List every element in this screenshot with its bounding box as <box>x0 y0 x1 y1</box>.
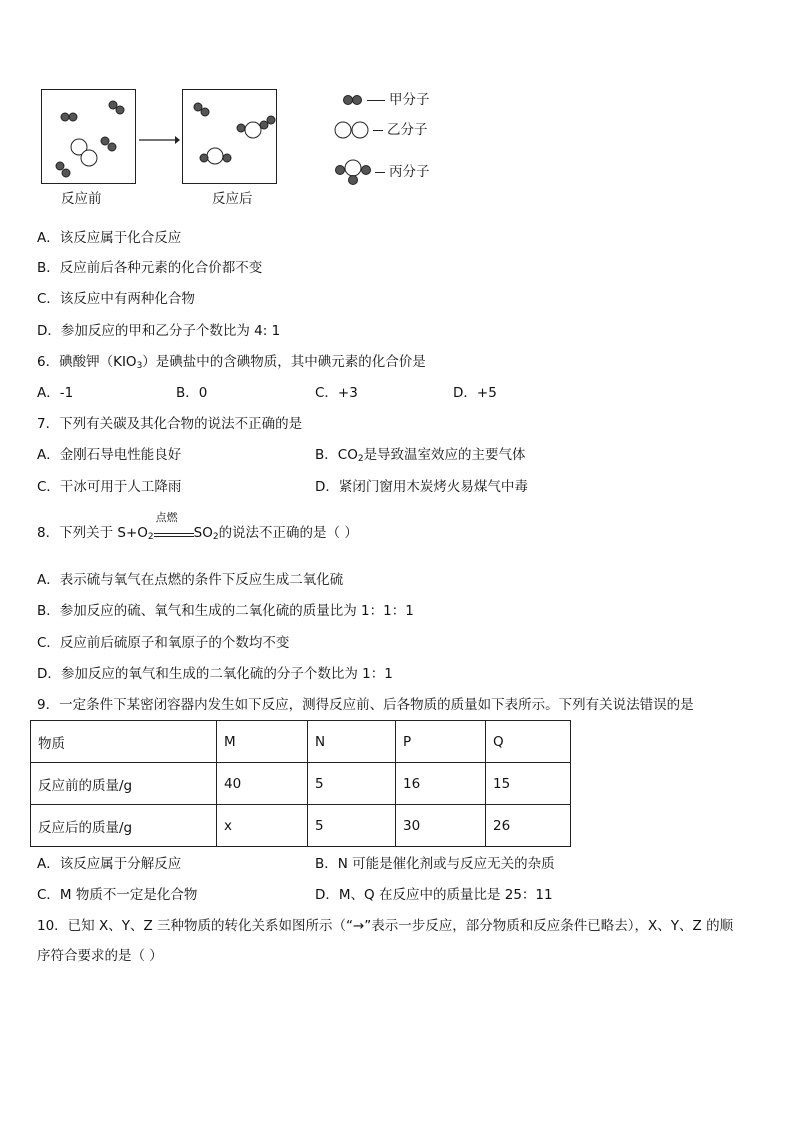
bing-molecule-icon <box>334 158 372 186</box>
reaction-condition-label: 点燃 <box>155 511 178 524</box>
table-cell: 40 <box>217 763 308 805</box>
legend-jia <box>342 91 430 109</box>
q6-option-d: D．+5 <box>453 385 497 401</box>
q7-option-c: C．干冰可用于人工降雨 <box>37 479 182 495</box>
q7-b-post: 是导致温室效应的主要气体 <box>363 447 526 463</box>
q8-o2-sub: 2 <box>147 532 154 542</box>
q8-so2: SO <box>193 525 213 541</box>
q10-stem-line1: 10．已知 X、Y、Z 三种物质的转化关系如图所示（“→”表示一步反应，部分物质和反应条件已略去），X、Y、Z 的顺 <box>37 918 734 934</box>
q6-stem-pre: 6．碘酸钾（KIO <box>37 354 137 370</box>
q9-stem: 9．一定条件下某密闭容器内发生如下反应，测得反应前、后各物质的质量如下表所示。下列有关说法错误的是 <box>37 697 694 713</box>
q9-option-d: D．M、Q 在反应中的质量比是 25：11 <box>315 887 553 903</box>
q6-stem-sub: 3 <box>136 361 143 371</box>
legend-jia-label: 甲分子 <box>389 92 430 108</box>
table-row <box>31 763 571 805</box>
reaction-condition-sign <box>154 511 194 543</box>
table-cell: 反应后的质量/g <box>31 805 217 847</box>
q6-stem <box>37 352 426 376</box>
legend-bing <box>334 158 430 186</box>
equals-bar-top <box>154 533 194 534</box>
yi-molecule-icon <box>334 120 370 140</box>
q5-option-d: D．参加反应的甲和乙分子个数比为 4: 1 <box>37 323 281 339</box>
before-reaction-box <box>41 89 136 184</box>
q8-stem-pre: 8．下列关于 S+O <box>37 525 148 541</box>
q6-option-c: C．+3 <box>315 385 358 401</box>
q5-option-b: B．反应前后各种元素的化合价都不变 <box>37 260 263 276</box>
q7-option-b <box>315 445 526 469</box>
table-cell: 16 <box>396 763 486 805</box>
q7-option-a: A．金刚石导电性能良好 <box>37 447 182 463</box>
after-reaction-box <box>182 89 277 184</box>
table-header-cell: M <box>217 721 308 763</box>
legend-bing-label: 丙分子 <box>389 164 430 180</box>
q9-option-b: B．N 可能是催化剂或与反应无关的杂质 <box>315 856 555 872</box>
q9-mass-table <box>30 720 571 847</box>
table-cell: 反应前的质量/g <box>31 763 217 805</box>
q6-option-b: B．0 <box>176 385 208 401</box>
q8-stem-post: 的说法不正确的是（ ） <box>218 525 358 541</box>
table-header-cell: Q <box>486 721 571 763</box>
table-header-cell: P <box>396 721 486 763</box>
table-header-cell: 物质 <box>31 721 217 763</box>
table-cell: 30 <box>396 805 486 847</box>
q9-option-a: A．该反应属于分解反应 <box>37 856 182 872</box>
q8-option-d: D．参加反应的氧气和生成的二氧化硫的分子个数比为 1：1 <box>37 666 393 682</box>
q8-option-b: B．参加反应的硫、氧气和生成的二氧化硫的质量比为 1：1：1 <box>37 603 414 619</box>
table-row <box>31 805 571 847</box>
table-cell: 5 <box>308 763 396 805</box>
q10-stem-line2: 序符合要求的是（ ） <box>37 948 163 964</box>
arrow-right-icon <box>137 133 181 147</box>
q7-b-pre: B．CO <box>315 447 358 463</box>
table-cell: 26 <box>486 805 571 847</box>
q8-option-c: C．反应前后硫原子和氧原子的个数均不变 <box>37 635 290 651</box>
q8-stem <box>37 511 358 547</box>
legend-dash <box>373 130 383 131</box>
legend-dash <box>367 100 385 101</box>
table-header-row <box>31 721 571 763</box>
jia-molecule-icon <box>342 94 364 106</box>
table-header-cell: N <box>308 721 396 763</box>
q9-option-c: C．M 物质不一定是化合物 <box>37 887 198 903</box>
q8-option-a: A．表示硫与氧气在点燃的条件下反应生成二氧化硫 <box>37 572 344 588</box>
after-molecules-graphic <box>183 90 276 183</box>
before-label: 反应前 <box>61 191 102 207</box>
q5-option-c: C．该反应中有两种化合物 <box>37 291 195 307</box>
table-cell: 5 <box>308 805 396 847</box>
q7-stem: 7．下列有关碳及其化合物的说法不正确的是 <box>37 416 303 432</box>
legend-dash <box>375 172 385 173</box>
legend-yi-label: 乙分子 <box>387 122 428 138</box>
after-label: 反应后 <box>212 191 253 207</box>
q6-option-a: A．-1 <box>37 385 74 401</box>
q5-option-a: A．该反应属于化合反应 <box>37 230 182 246</box>
legend-yi <box>334 120 428 140</box>
table-cell: x <box>217 805 308 847</box>
q8-so2-sub: 2 <box>212 532 219 542</box>
q6-stem-post: ）是碘盐中的含碘物质，其中碘元素的化合价是 <box>142 354 426 370</box>
equals-bar-bottom <box>154 536 194 537</box>
before-molecules-graphic <box>42 90 135 183</box>
q7-option-d: D．紧闭门窗用木炭烤火易煤气中毒 <box>315 479 528 495</box>
table-cell: 15 <box>486 763 571 805</box>
q7-b-sub: 2 <box>357 454 364 464</box>
